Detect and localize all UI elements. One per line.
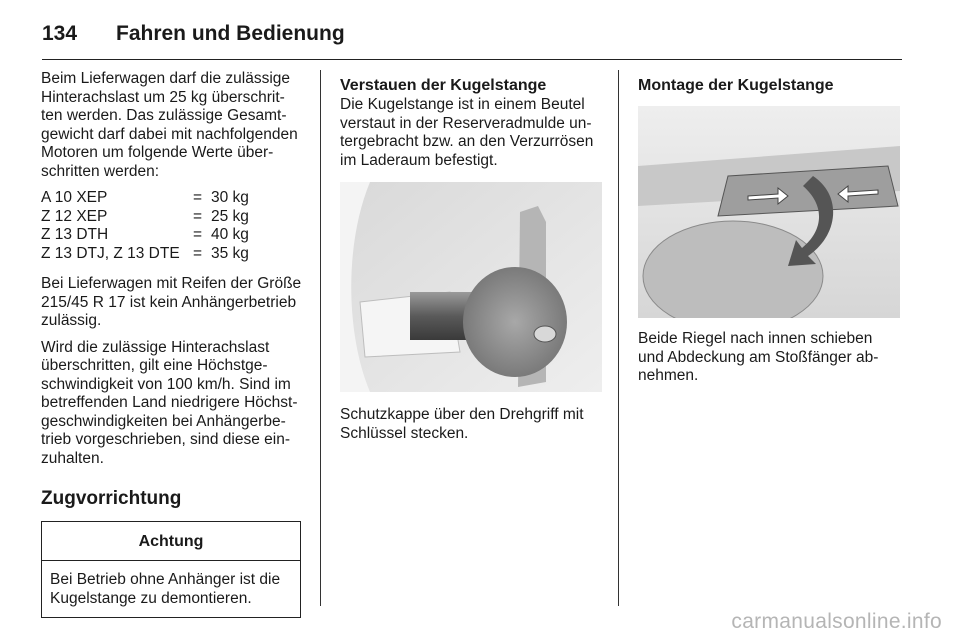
column-middle (340, 70, 602, 451)
protective-cap (463, 267, 567, 377)
equals-sign: = (193, 226, 203, 243)
warning-box (41, 521, 301, 619)
equals-sign: = (193, 244, 203, 262)
speed-paragraph: Wird die zulässige Hinterachslast überschritten, gilt eine Höchstge-schwindigkeit von 100 km/h. Sind im betreffenden Land niedrigere Höchst-geschwindigkeiten bei Anhängerbe-trieb vorgeschrieben, sind diese ein-zuhalten. (41, 338, 298, 467)
mounting-caption: Beide Riegel nach innen schieben und Abdeckung am Stoßfänger ab-nehmen. (638, 330, 879, 384)
engine-model: Z 13 DTJ, Z 13 DTE (41, 244, 180, 262)
weight-value: 40 kg (211, 226, 249, 243)
column-divider (320, 70, 321, 606)
table-row (41, 226, 249, 245)
tyre-paragraph: Bei Lieferwagen mit Reifen der Größe 215/45 R 17 ist kein Anhängerbetrieb zulässig. (41, 275, 302, 329)
table-row (41, 245, 249, 264)
page-number: 134 (42, 22, 78, 45)
equals-sign: = (193, 189, 203, 206)
column-left (41, 70, 303, 618)
chapter-title: Fahren und Bedienung (116, 22, 345, 45)
warning-body: Bei Betrieb ohne Anhänger ist die Kugelstange zu demontieren. (50, 571, 281, 607)
section-heading-towbar: Zugvorrichtung (41, 488, 182, 509)
heading-mounting: Montage der Kugelstange (638, 77, 834, 94)
engine-model: Z 12 XEP (41, 207, 108, 225)
column-divider (618, 70, 619, 606)
key-icon (534, 326, 556, 342)
weight-value: 30 kg (211, 189, 249, 206)
illustration-background (340, 182, 602, 392)
warning-title: Achtung (42, 522, 300, 562)
table-row (41, 189, 249, 208)
table-row (41, 208, 249, 227)
header-rule (42, 59, 902, 60)
heading-stowing: Verstauen der Kugelstange (340, 77, 547, 94)
watermark-text: carmanualsonline.info (731, 610, 942, 633)
engine-model: A 10 XEP (41, 189, 108, 206)
stowing-illustration (340, 182, 602, 392)
column-right (638, 70, 900, 394)
weight-value: 35 kg (211, 244, 249, 262)
page-header (42, 18, 345, 50)
weight-value: 25 kg (211, 207, 249, 225)
mounting-illustration (638, 106, 900, 318)
stowing-caption: Schutzkappe über den Drehgriff mit Schlüssel stecken. (340, 406, 584, 442)
stowing-text: Die Kugelstange ist in einem Beutel verstaut in der Reserveradmulde un-tergebracht bzw. an den Verzurrösen im Laderaum befestigt. (340, 96, 594, 169)
engine-model: Z 13 DTH (41, 226, 109, 243)
engine-weight-table (41, 189, 249, 263)
intro-paragraph: Beim Lieferwagen darf die zulässige Hinterachslast um 25 kg überschrit-ten werden. Das zulässige Gesamt-gewicht darf dabei mit nachfolgenden Motoren um folgende Werte über-schritten werden: (41, 70, 298, 180)
equals-sign: = (193, 207, 203, 225)
